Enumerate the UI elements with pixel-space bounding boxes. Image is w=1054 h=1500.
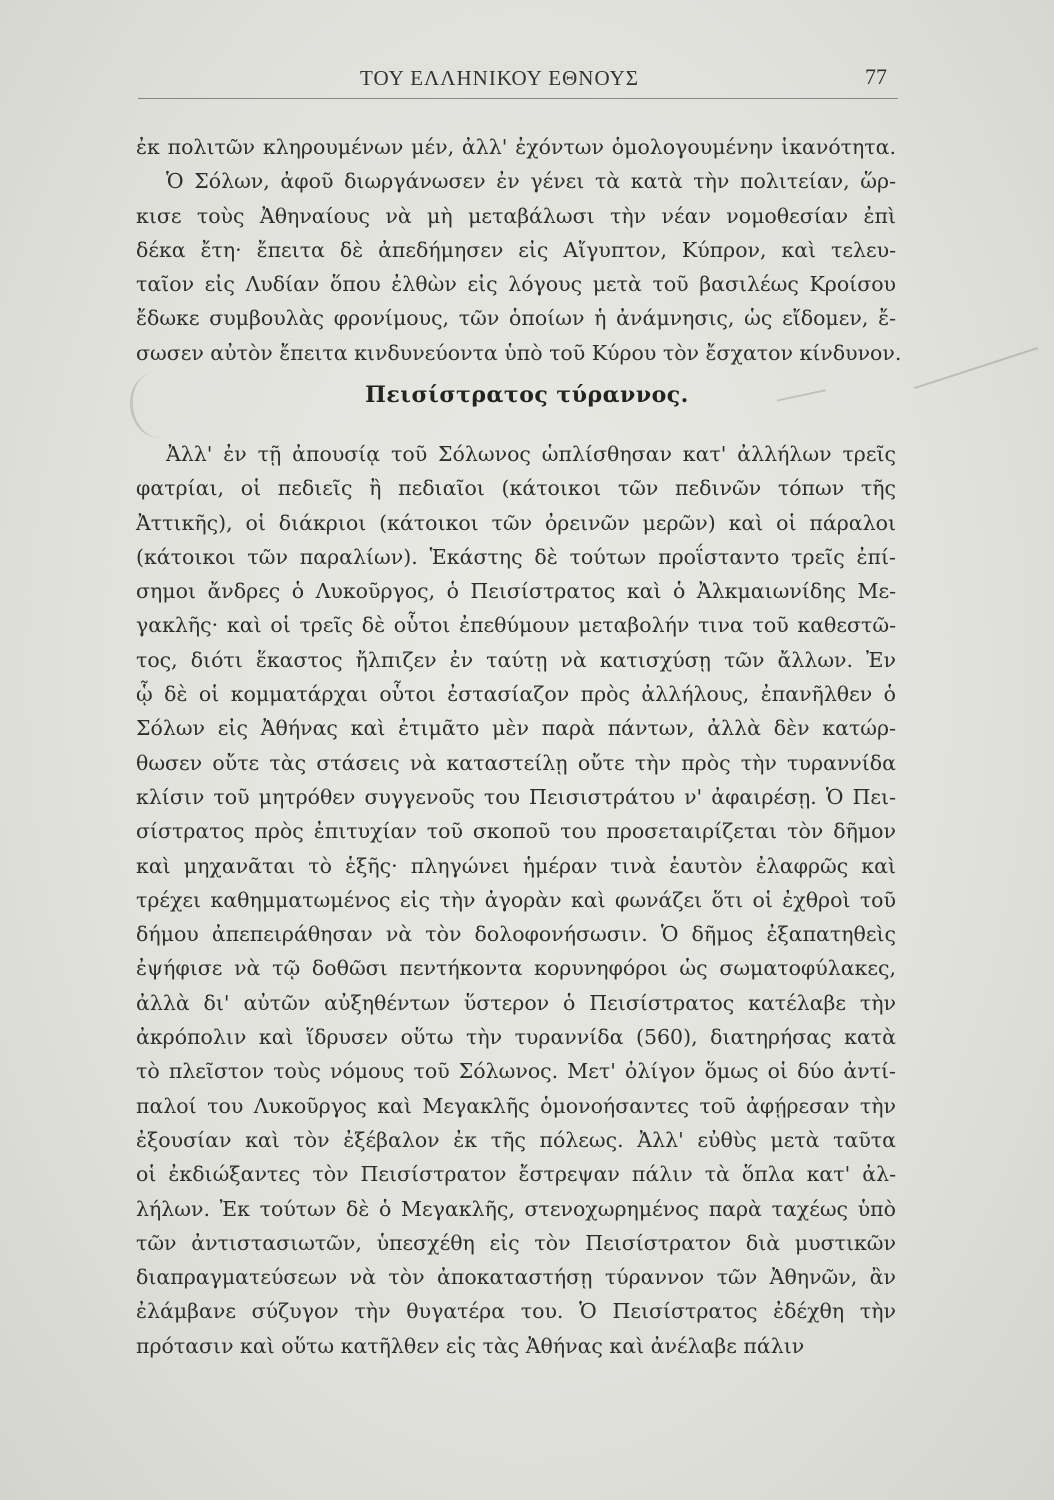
running-title: ΤΟΥ ΕΛΛΗΝΙΚΟΥ ΕΘΝΟΥΣ — [360, 66, 639, 90]
text-line: πρότασιν καὶ οὕτω κατῆλθεν εἰς τὰς Ἀθήνας καὶ ἀνέλαβε πάλιν — [136, 1333, 805, 1358]
text-line: Ἀλλ' ἐν τῇ ἀπουσίᾳ τοῦ Σόλωνος ὡπλίσθησαν κατ' ἀλλήλων τρεῖς — [166, 442, 896, 466]
paragraph-1 — [136, 130, 902, 370]
text-line: γακλῆς· καὶ οἱ τρεῖς δὲ οὗτοι ἐπεθύμουν μεταβολήν τινα τοῦ καθεστῶ- — [136, 613, 896, 638]
text-line: ταῖον εἰς Λυδίαν ὅπου ἐλθὼν εἰς λόγους μετὰ τοῦ βασιλέως Κροίσου — [136, 272, 896, 297]
header-rule — [138, 98, 898, 99]
text-line: σίστρατος πρὸς ἐπιτυχίαν τοῦ σκοποῦ του προσεταιρίζεται τὸν δῆμον — [136, 819, 896, 844]
text-line: δέκα ἔτη· ἔπειτα δὲ ἀπεδήμησεν εἰς Αἴγυπτον, Κύπρον, καὶ τελευ- — [136, 237, 896, 262]
text-line: ἀκρόπολιν καὶ ἵδρυσεν οὕτω τὴν τυραννίδα (560), διατηρήσας κατὰ — [136, 1025, 896, 1050]
text-line: τῶν ἀντιστασιωτῶν, ὑπεσχέθη εἰς τὸν Πεισίστρατον διὰ μυστικῶν — [136, 1230, 896, 1255]
text-line: ἐλάμβανε σύζυγον τὴν θυγατέρα του. Ὁ Πεισίστρατος ἐδέχθη τὴν — [136, 1299, 896, 1324]
text-line: Σόλων εἰς Ἀθήνας καὶ ἐτιμᾶτο μὲν παρὰ πάντων, ἀλλὰ δὲν κατώρ- — [136, 716, 896, 741]
text-line: ᾧ δὲ οἱ κομματάρχαι οὗτοι ἐστασίαζον πρὸς ἀλλήλους, ἐπανῆλθεν ὁ — [136, 682, 896, 707]
text-line: καὶ μηχανᾶται τὸ ἑξῆς· πληγώνει ἡμέραν τινὰ ἑαυτὸν ἐλαφρῶς καὶ — [136, 853, 896, 878]
text-line: ἐψήφισε νὰ τῷ δοθῶσι πεντήκοντα κορυνηφόροι ὡς σωματοφύλακες, — [136, 956, 896, 981]
text-line: δήμου ἀπεπειράθησαν νὰ τὸν δολοφονήσωσιν. Ὁ δῆμος ἐξαπατηθεὶς — [136, 922, 896, 947]
text-line: ἐκ πολιτῶν κληρουμένων μέν, ἀλλ' ἐχόντων ὁμολογουμένην ἱκανότητα. — [136, 135, 896, 159]
text-line: ἐξουσίαν καὶ τὸν ἐξέβαλον ἐκ τῆς πόλεως. Ἀλλ' εὐθὺς μετὰ ταῦτα — [136, 1127, 896, 1152]
text-line: σωσεν αὐτὸν ἔπειτα κινδυνεύοντα ὑπὸ τοῦ Κύρου τὸν ἔσχατον κίνδυνον. — [136, 340, 902, 365]
text-line: Ὁ Σόλων, ἀφοῦ διωργάνωσεν ἐν γένει τὰ κατὰ τὴν πολιτείαν, ὥρ- — [166, 169, 896, 194]
text-line: σημοι ἄνδρες ὁ Λυκοῦργος, ὁ Πεισίστρατος καὶ ὁ Ἀλκμαιωνίδης Με- — [136, 579, 896, 604]
text-line: παλοί του Λυκοῦργος καὶ Μεγακλῆς ὁμονοήσαντες τοῦ ἀφῄρεσαν τὴν — [136, 1093, 896, 1118]
text-line: ἔδωκε συμβουλὰς φρονίμους, τῶν ὁποίων ἡ ἀνάμνησις, ὡς εἴδομεν, ἔ- — [136, 306, 896, 331]
text-line: οἱ ἐκδιώξαντες τὸν Πεισίστρατον ἔστρεψαν πάλιν τὰ ὅπλα κατ' ἀλ- — [136, 1162, 896, 1187]
paragraph-2 — [136, 437, 896, 1363]
section-heading: Πεισίστρατος τύραννος. — [365, 382, 689, 408]
text-line: λήλων. Ἐκ τούτων δὲ ὁ Μεγακλῆς, στενοχωρημένος παρὰ ταχέως ὑπὸ — [136, 1196, 896, 1221]
text-line: (κάτοικοι τῶν παραλίων). Ἑκάστης δὲ τούτων προΐσταντο τρεῖς ἐπί- — [136, 544, 896, 569]
text-line: τρέχει καθημματωμένος εἰς τὴν ἀγορὰν καὶ φωνάζει ὅτι οἱ ἐχθροὶ τοῦ — [136, 887, 896, 912]
page-number: 77 — [865, 64, 887, 89]
faded-pencil-annotation-margin — [902, 309, 1039, 389]
text-line: Ἀττικῆς), οἱ διάκριοι (κάτοικοι τῶν ὀρεινῶν μερῶν) καὶ οἱ πάραλοι — [136, 510, 896, 535]
text-line: κλίσιν τοῦ μητρόθεν συγγενοῦς του Πεισιστράτου ν' ἀφαιρέσῃ. Ὁ Πει- — [136, 784, 896, 809]
text-line: τος, διότι ἕκαστος ἤλπιζεν ἐν ταύτῃ νὰ κατισχύσῃ τῶν ἄλλων. Ἐν — [136, 647, 896, 672]
text-line: τὸ πλεῖστον τοὺς νόμους τοῦ Σόλωνος. Μετ' ὀλίγον ὅμως οἱ δύο ἀντί- — [136, 1059, 896, 1084]
text-line: φατρίαι, οἱ πεδιεῖς ἢ πεδιαῖοι (κάτοικοι τῶν πεδινῶν τόπων τῆς — [136, 476, 896, 501]
text-line: κισε τοὺς Ἀθηναίους νὰ μὴ μεταβάλωσι τὴν νέαν νομοθεσίαν ἐπὶ — [136, 203, 896, 228]
text-line: διαπραγματεύσεων νὰ τὸν ἀποκαταστήσῃ τύραννον τῶν Ἀθηνῶν, ἂν — [136, 1265, 896, 1290]
text-line: θωσεν οὔτε τὰς στάσεις νὰ καταστείλῃ οὔτε τὴν πρὸς τὴν τυραννίδα — [136, 750, 896, 775]
text-line: ἀλλὰ δι' αὐτῶν αὐξηθέντων ὕστερον ὁ Πεισίστρατος κατέλαβε τὴν — [136, 990, 896, 1015]
faded-pencil-mark-left — [126, 368, 190, 441]
